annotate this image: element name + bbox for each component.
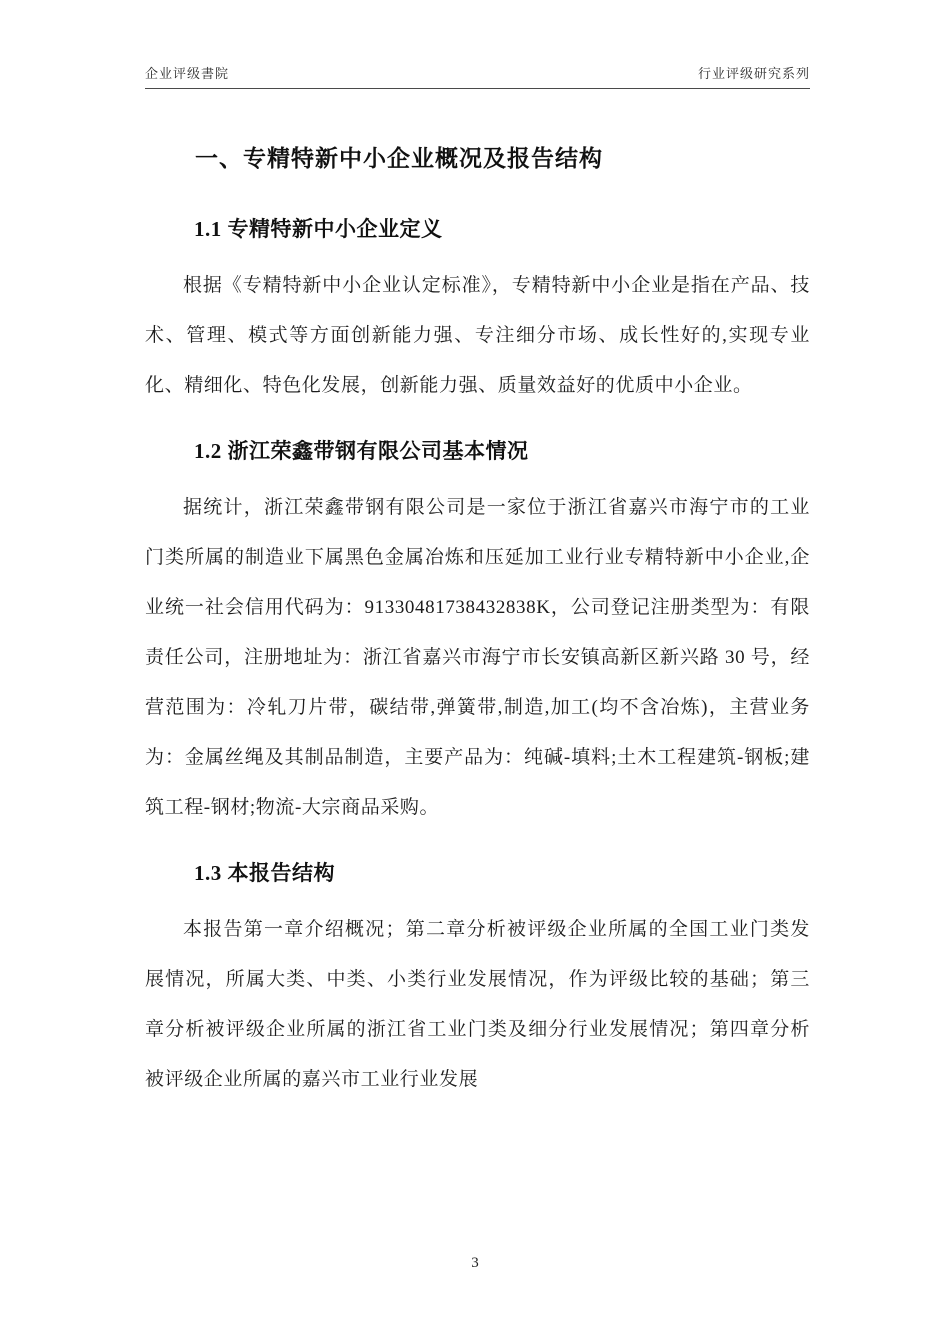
page-header — [145, 63, 810, 91]
section-1-3-paragraph: 本报告第一章介绍概况；第二章分析被评级企业所属的全国工业门类发展情况，所属大类、中类、小类行业发展情况，作为评级比较的基础；第三章分析被评级企业所属的浙江省工业门类及细分行业发展情况；第四章分析被评级企业所属的嘉兴市工业行业发展 — [145, 919, 810, 1090]
document-body — [145, 130, 810, 1105]
header-left-text: 企业评级書院 — [145, 66, 230, 81]
section-1-1-paragraph: 根据《专精特新中小企业认定标准》，专精特新中小企业是指在产品、技术、管理、模式等方面创新能力强、专注细分市场、成长性好的,实现专业化、精细化、特色化发展，创新能力强、质量效益好的优质中小企业。 — [145, 275, 810, 396]
section-1-1-title: 1.1 专精特新中小企业定义 — [194, 217, 443, 241]
section-1-2-title: 1.2 浙江荣鑫带钢有限公司基本情况 — [194, 439, 529, 463]
section-1-2-paragraph: 据统计，浙江荣鑫带钢有限公司是一家位于浙江省嘉兴市海宁市的工业门类所属的制造业下属黑色金属冶炼和压延加工业行业专精特新中小企业,企业统一社会信用代码为：91330481738432838K，公司登记注册类型为：有限责任公司，注册地址为：浙江省嘉兴市海宁市长安镇高新区新兴路 30 号，经营范围为：冷轧刀片带，碳结带,弹簧带,制造,加工(均不含冶炼)，主营业务为：金属丝绳及其制品制造，主要产品为：纯碱-填料;土木工程建筑-钢板;建筑工程-钢材;物流-大宗商品采购。 — [145, 497, 810, 818]
section-1-2 — [145, 435, 810, 833]
chapter-title: 一、专精特新中小企业概况及报告结构 — [195, 146, 603, 171]
section-1-3 — [145, 857, 810, 1105]
section-1-3-title: 1.3 本报告结构 — [194, 861, 335, 885]
header-divider — [145, 88, 810, 89]
page-number: 3 — [471, 1255, 479, 1271]
section-1-1 — [145, 213, 810, 411]
page-footer — [0, 1255, 950, 1272]
header-right-text: 行业评级研究系列 — [697, 66, 810, 81]
